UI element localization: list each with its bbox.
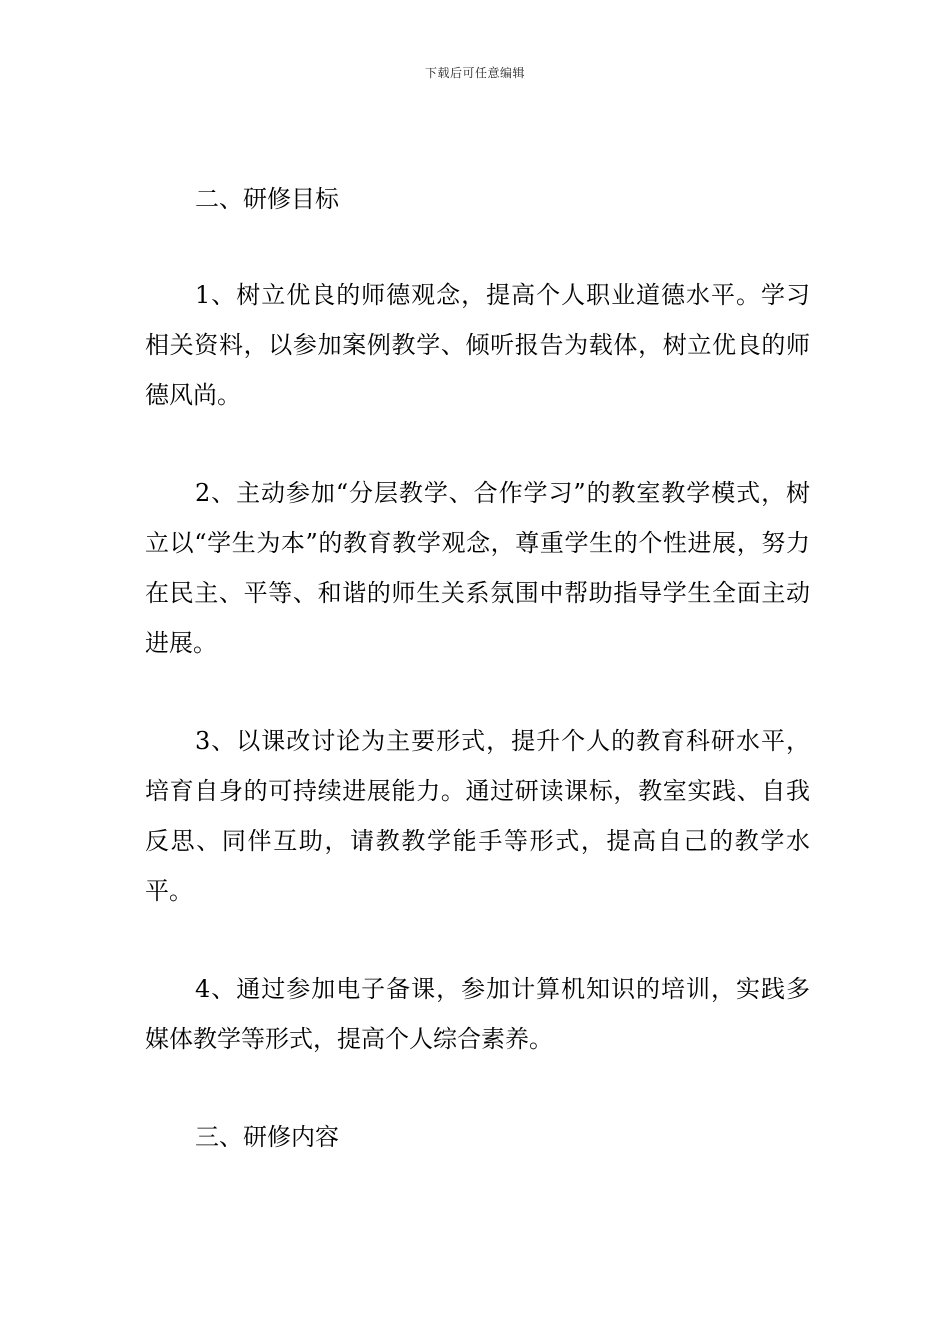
- section-heading-content: 三、研修内容: [195, 1123, 339, 1151]
- paragraph-goal-4: 4、通过参加电子备课，参加计算机知识的培训，实践多媒体教学等形式，提高个人综合素养。: [145, 975, 810, 1053]
- document-body: [145, 174, 810, 1162]
- paragraph-goal-2: 2、主动参加“分层教学、合作学习”的教室教学模式，树立以“学生为本”的教育教学观念，尊重学生的个性进展，努力在民主、平等、和谐的师生关系氛围中帮助指导学生全面主动进展。: [145, 479, 810, 657]
- paragraph-goal-3: 3、以课改讨论为主要形式，提升个人的教育科研水平，培育自身的可持续进展能力。通过研读课标，教室实践、自我反思、同伴互助，请教教学能手等形式，提高自己的教学水平。: [145, 727, 810, 905]
- page-header: 下载后可任意编辑: [424, 66, 525, 80]
- paragraph-goal-1: 1、树立优良的师德观念，提高个人职业道德水平。学习相关资料，以参加案例教学、倾听报告为载体，树立优良的师德风尚。: [145, 281, 810, 409]
- section-heading-goals: 二、研修目标: [195, 185, 339, 213]
